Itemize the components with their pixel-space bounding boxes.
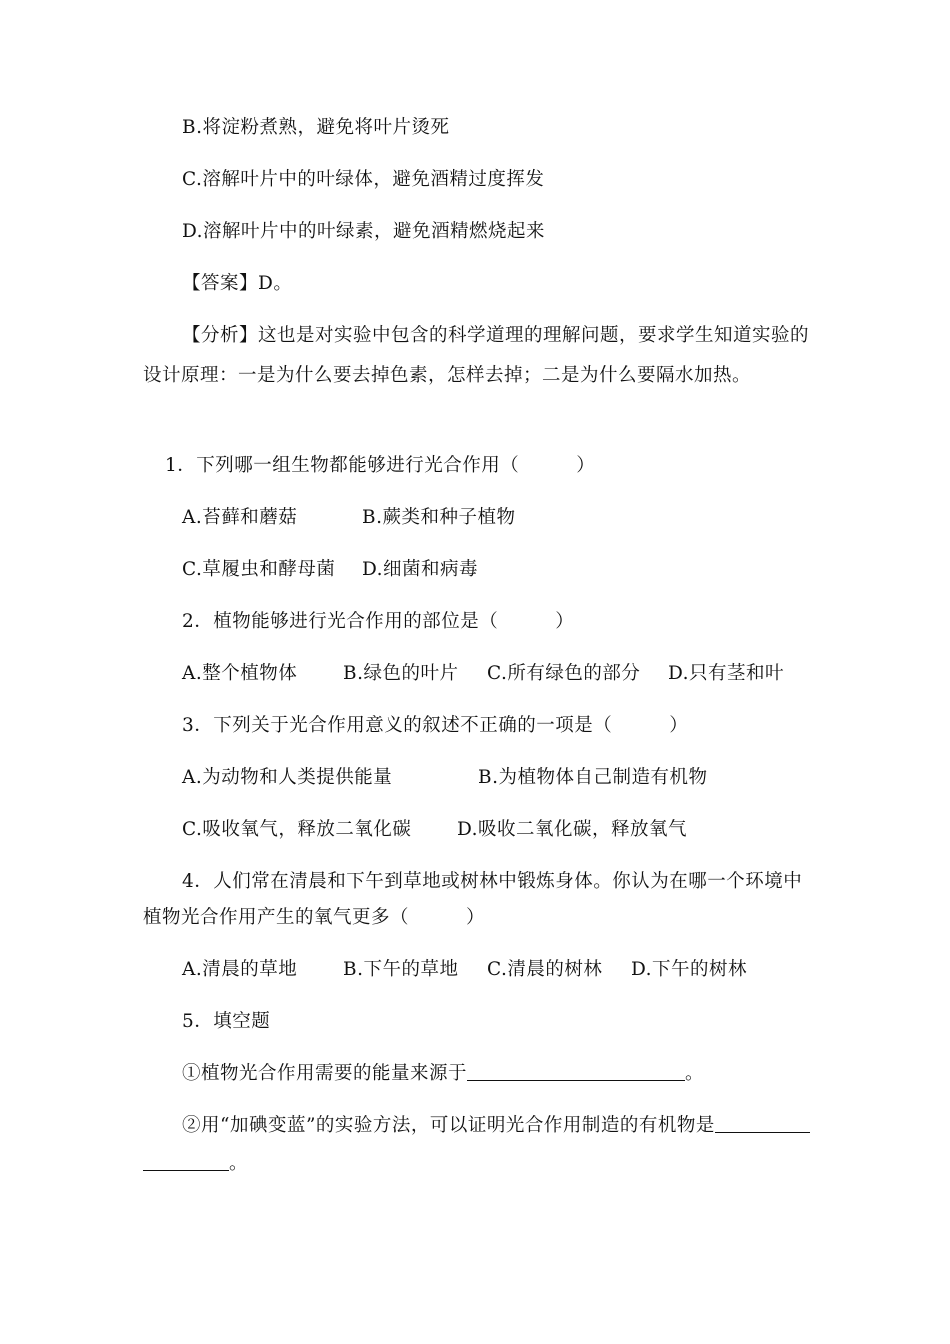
question-1-option-a: A.苔藓和蘑菇 [182, 507, 298, 528]
option-b: B.将淀粉煮熟，避免将叶片烫死 [182, 117, 450, 138]
question-1-option-c: C.草履虫和酵母菌 [182, 559, 336, 580]
fill-blank-item-1-end: 。 [685, 1063, 705, 1084]
question-2-stem: 2．植物能够进行光合作用的部位是（ ） [182, 611, 575, 632]
analysis-line-2: 设计原理：一是为什么要去掉色素，怎样去掉；二是为什么要隔水加热。 [143, 365, 752, 386]
question-2-option-a: A.整个植物体 [182, 663, 298, 684]
question-3-option-a: A.为动物和人类提供能量 [182, 767, 393, 788]
answer-blank-2b[interactable] [143, 1152, 229, 1171]
question-2-option-d: D.只有茎和叶 [668, 663, 785, 684]
fill-blank-item-1 [182, 1062, 704, 1086]
question-4-option-b: B.下午的草地 [343, 959, 459, 980]
question-1-stem: 1．下列哪一组生物都能够进行光合作用（ ） [165, 455, 596, 476]
option-d: D.溶解叶片中的叶绿素，避免酒精燃烧起来 [182, 221, 546, 242]
answer-blank-2a[interactable] [715, 1114, 810, 1133]
fill-blank-item-2 [182, 1114, 810, 1138]
fill-blank-item-1-text: ①植物光合作用需要的能量来源于 [182, 1063, 468, 1084]
question-3-option-b: B.为植物体自己制造有机物 [478, 767, 708, 788]
question-3-option-d: D.吸收二氧化碳，释放氧气 [457, 819, 688, 840]
question-3-option-c: C.吸收氧气，释放二氧化碳 [182, 819, 412, 840]
answer-blank-1[interactable] [467, 1062, 685, 1081]
fill-blank-item-2-end: 。 [229, 1153, 249, 1174]
question-2-option-b: B.绿色的叶片 [343, 663, 459, 684]
question-3-stem: 3．下列关于光合作用意义的叙述不正确的一项是（ ） [182, 715, 689, 736]
question-4-option-a: A.清晨的草地 [182, 959, 298, 980]
question-1-option-b: B.蕨类和种子植物 [362, 507, 516, 528]
question-2-option-c: C.所有绿色的部分 [487, 663, 641, 684]
question-4-option-c: C.清晨的树林 [487, 959, 603, 980]
question-4-stem-line-2: 植物光合作用产生的氧气更多（ ） [143, 907, 486, 928]
fill-blank-item-2-text: ②用“加碘变蓝”的实验方法，可以证明光合作用制造的有机物是 [182, 1115, 715, 1136]
question-4-option-d: D.下午的树林 [631, 959, 748, 980]
option-c: C.溶解叶片中的叶绿体，避免酒精过度挥发 [182, 169, 545, 190]
question-4-stem-line-1: 4．人们常在清晨和下午到草地或树林中锻炼身体。你认为在哪一个环境中 [182, 871, 803, 892]
answer-line: 【答案】D。 [182, 273, 293, 294]
question-5-stem: 5．填空题 [182, 1011, 271, 1032]
fill-blank-item-2-continued [143, 1152, 248, 1176]
analysis-line-1: 【分析】这也是对实验中包含的科学道理的理解问题，要求学生知道实验的 [182, 325, 810, 346]
question-1-option-d: D.细菌和病毒 [362, 559, 479, 580]
